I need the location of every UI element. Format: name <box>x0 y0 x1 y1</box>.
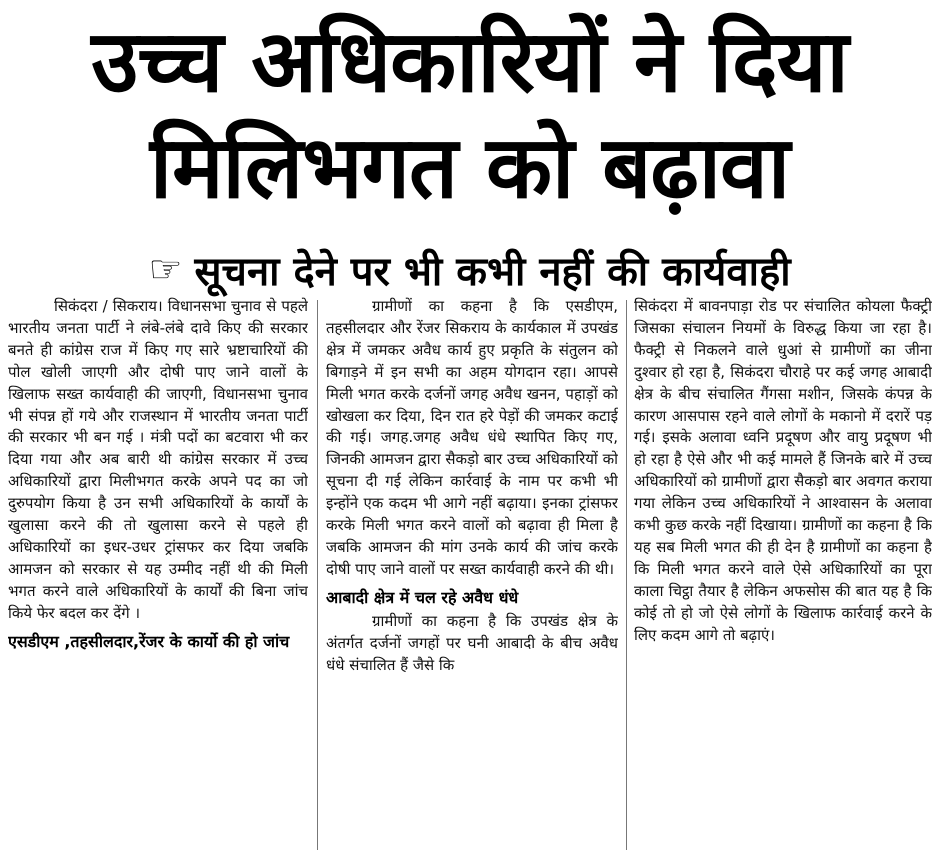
column-divider <box>626 300 627 850</box>
pointing-hand-icon: ☞ <box>148 247 183 291</box>
column-1-subheading: एसडीएम ,तहसीलदार,रेंजर के कार्यो की हो जांच <box>8 631 290 651</box>
headline-line-1: उच्च अधिकारियों ने दिया <box>91 12 848 112</box>
column-3-paragraph: सिकंदरा में बावनपाड़ा रोड पर संचालित कोयला फैक्ट्री जिसका संचालन नियमों के विरुद्ध किया जा रहा है। फैक्ट्री से निकलने वाले धुआं से ग्रामीणों का जीना दुश्वार हो रहा है, सिकंदरा चौराहे पर कई जगह आबादी क्षेत्र के बीच संचालित गैंगसा मशीन, जिसके कंपन्न के कारण आसपास रहने वाले लोगों के मकानो में दरारें पड़ गई। इसके अलावा ध्वनि प्रदूषण और वायु प्रदूषण भी हो रहा है ऐसे और भी कई मामले हैं जिनके बारे में उच्च अधिकारियों को ग्रामीणों द्वारा सैकड़ो बार अवगत कराया गया लेकिन उच्च अधिकारियों ने आश्वासन के अलावा कभी कुछ करके नहीं दिखाया। ग्रामीणों का कहना है कि यह सब मिली भगत की ही देन है ग्रामीणों का कहना है कि मिली भगत करने वाले ऐसे अधिकारियों का पूरा काला चिट्ठा तैयार है लेकिन अफसोस की बात यह है कि कोई तो हो जो ऐसे लोगों के खिलाफ कार्रवाई करने के लिए कदम आगे तो बढ़ाएं। <box>634 297 932 644</box>
column-2-paragraph: ग्रामीणों का कहना है कि एसडीएम, तहसीलदार और रेंजर सिकराय के कार्यकाल में उपखंड क्षेत्र में जमकर अवैध कार्य हुए प्रकृति के संतुलन को बिगाड़ने में इन सभी का अहम योगदान रहा। आपसे मिली भगत करके दर्जनों जगह अवैध खनन, पहाड़ों को खोखला कर दिया, दिन रात हरे पेड़ों की जमकर कटाई की गई। जगह.जगह अवैध धंधे स्थापित किए गए, जिनकी आमजन द्वारा सैकड़ो बार उच्च अधिकारियों को सूचना दी गई लेकिन कार्रवाई के नाम पर कभी भी इन्होंने एक कदम भी आगे नहीं बढ़ाया। इनका ट्रांसफर करके मिली भगत करने वालों को बढ़ावा ही मिला है जबकि आमजन की मांग उनके कार्य की जांच करके दोषी पाए जाने वालों पर सख्त कार्यवाही करने की थी। <box>326 297 618 578</box>
subheadline <box>0 240 939 298</box>
subheadline-text: सूचना देने पर भी कभी नहीं की कार्यवाही <box>194 248 791 295</box>
column-2-subheading: आबादी क्षेत्र में चल रहे अवैध धंधे <box>326 587 519 607</box>
article-column-2 <box>326 296 618 856</box>
headline-line-2: मिलिभगत को बढ़ावा <box>149 118 790 218</box>
column-2-paragraph-2: ग्रामीणों का कहना है कि उपखंड क्षेत्र के अंतर्गत दर्जनों जगहों पर घनी आबादी के बीच अवैध धंधे संचालित हैं जैसे कि <box>326 611 618 674</box>
article-column-3 <box>634 296 932 856</box>
article-column-1 <box>8 296 308 856</box>
column-divider <box>317 300 318 850</box>
column-1-paragraph: सिकंदरा / सिकराय। विधानसभा चुनाव से पहले भारतीय जनता पार्टी ने लंबे-लंबे दावे किए की सरकार बनते ही कांग्रेस राज में किए गए सारे भ्रष्टाचारियों की पोल खोली जाएगी और दोषी पाए जाने वालों के खिलाफ सख्त कार्यवाही की जाएगी, विधानसभा चुनाव भी संपन्न हों गये और राजस्थान में भारतीय जनता पार्टी की सरकार भी बन गई । मंत्री पदों का बटवारा भी कर दिया गया और अब बारी थी कांग्रेस सरकार में उच्च अधिकारियों द्वारा मिलीभगत करके अपने पद का जो दुरुपयोग किया है उन सभी अधिकारियों के कार्यों के खुलासा करने की तो खुलासा करने से पहले ही अधिकारियों का इधर-उधर ट्रांसफर कर दिया जबकि आमजन को सरकार से यह उम्मीद नहीं थी की मिली भगत करने वाले अधिकारियों के कार्यों की बिना जांच किये फेर बदल कर देंगे । <box>8 297 308 622</box>
